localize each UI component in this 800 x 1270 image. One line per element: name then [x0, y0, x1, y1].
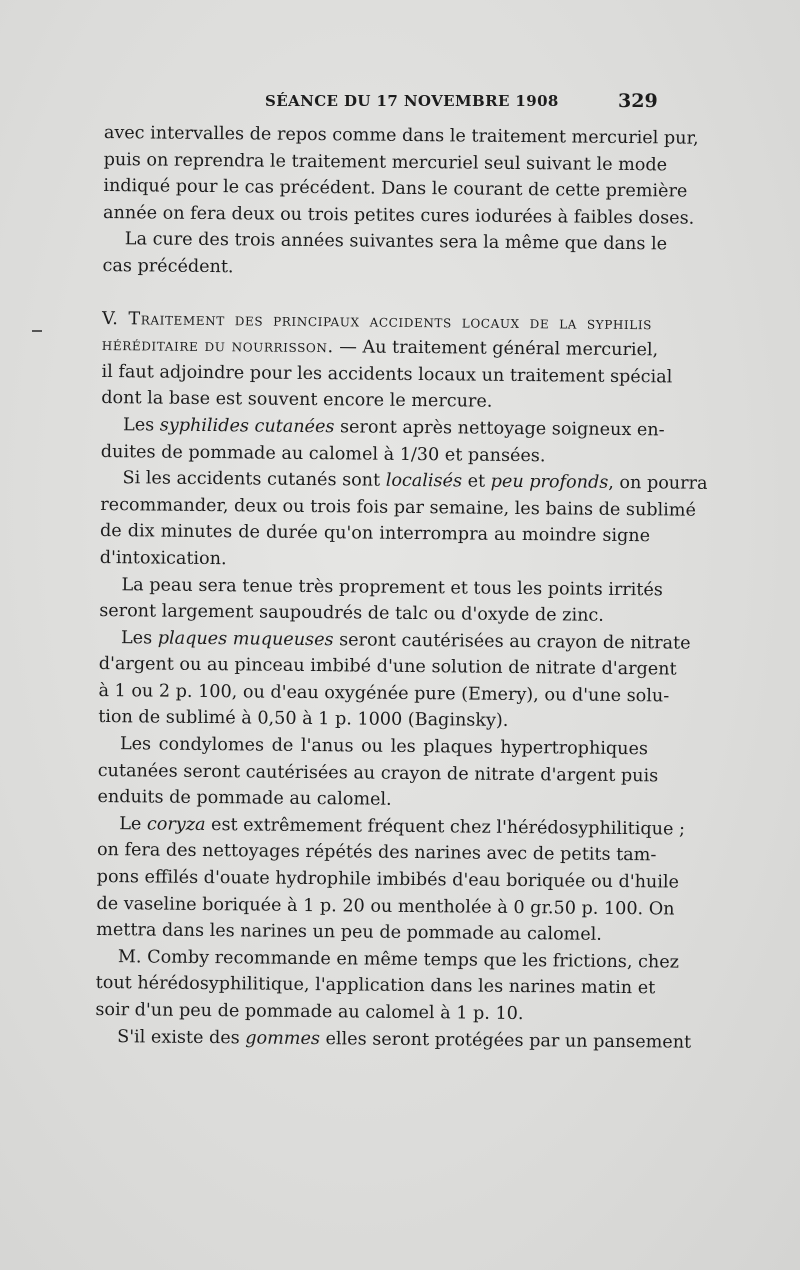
- text-line: cutanées seront cautérisées au crayon de nitrate d'argent puis: [97, 760, 659, 787]
- text-span: Les: [120, 627, 158, 649]
- italic-term: syphilides cutanées: [159, 415, 335, 438]
- text-line: enduits de pommade au calomel.: [97, 787, 392, 811]
- text-span: S'il existe des: [117, 1026, 246, 1048]
- text-span: et: [461, 471, 491, 492]
- text-line: d'intoxication.: [99, 547, 227, 570]
- text-line: tion de sublimé à 0,50 à 1 p. 1000 (Baginsky).: [98, 707, 509, 732]
- text-span: , on pourra: [608, 472, 708, 494]
- text-line: indiqué pour le cas précédent. Dans le courant de cette première: [103, 176, 688, 202]
- body-text: [95, 120, 708, 1055]
- text-line: duites de pommade au calomel à 1/30 et pansées.: [100, 441, 546, 466]
- text-line: d'argent ou au pinceau imbibé d'une solution de nitrate d'argent: [98, 654, 677, 680]
- text-span: elles seront protégées par un pansement: [319, 1028, 692, 1053]
- text-line: soir d'un peu de pommade au calomel à 1 p. 10.: [95, 999, 524, 1025]
- text-line: [95, 1024, 692, 1056]
- text-line: cas précédent.: [102, 255, 234, 278]
- text-line: tout hérédosyphilitique, l'application dans les narines matin et: [95, 973, 656, 999]
- page-number: 329: [618, 90, 658, 112]
- text-line: Les condylomes de l'anus ou les plaques hypertrophiques: [119, 734, 649, 760]
- text-span: Le: [119, 814, 148, 835]
- text-span: Si les accidents cutanés sont: [122, 468, 386, 491]
- text-line: seront largement saupoudrés de talc ou d'oxyde de zinc.: [99, 601, 605, 626]
- text-line: mettra dans les narines un peu de pommade au calomel.: [96, 920, 602, 946]
- text-line: on fera des nettoyages répétés des narines avec de petits tam-: [96, 840, 657, 866]
- text-line: La cure des trois années suivantes sera la même que dans le: [124, 229, 668, 255]
- text-span: est extrêmement fréquent chez l'hérédosyphilitique ;: [205, 814, 686, 840]
- italic-term: localisés: [385, 470, 463, 492]
- text-line: pons effilés d'ouate hydrophile imbibés d'eau boriquée ou d'huile: [96, 866, 680, 893]
- text-span: Les: [122, 415, 160, 436]
- italic-term: gommes: [245, 1027, 321, 1049]
- text-line: à 1 ou 2 p. 100, ou d'eau oxygénée pure (Emery), ou d'une solu-: [98, 680, 670, 707]
- italic-term: plaques muqueuses: [157, 628, 334, 650]
- section-heading-cont: héréditaire du nourrisson.: [101, 335, 334, 358]
- margin-mark: [32, 330, 42, 332]
- italic-term: peu profonds: [490, 471, 609, 493]
- text-line: de dix minutes de durée qu'on interrompra au moindre signe: [99, 521, 651, 547]
- running-title: SÉANCE DU 17 NOVEMBRE 1908: [265, 92, 559, 110]
- text-line: dont la base est souvent encore le mercure.: [101, 388, 493, 413]
- text-line: recommander, deux ou trois fois par semaine, les bains de sublimé: [100, 494, 697, 521]
- text-line: année on fera deux ou trois petites cures iodurées à faibles doses.: [103, 202, 695, 229]
- section-heading: V. Traitement des principaux accidents locaux de la syphilis: [101, 308, 653, 334]
- text-span: — Au traitement général mercuriel,: [333, 337, 659, 361]
- text-line: avec intervalles de repos comme dans le traitement mercuriel pur,: [103, 122, 699, 149]
- text-line: La peau sera tenue très proprement et tous les points irrités: [121, 574, 663, 600]
- text-span: seront cautérisées au crayon de nitrate: [333, 629, 691, 654]
- italic-term: coryza: [146, 814, 206, 835]
- page-header: [0, 90, 800, 114]
- text-line: puis on reprendra le traitement mercuriel seul suivant le mode: [103, 149, 668, 176]
- text-span: seront après nettoyage soigneux en-: [334, 417, 665, 441]
- text-line: M. Comby recommande en même temps que les frictions, chez: [117, 946, 680, 973]
- text-line: il faut adjoindre pour les accidents locaux un traitement spécial: [101, 361, 673, 388]
- text-line: de vaseline boriquée à 1 p. 20 ou mentholée à 0 gr.50 p. 100. On: [96, 893, 675, 920]
